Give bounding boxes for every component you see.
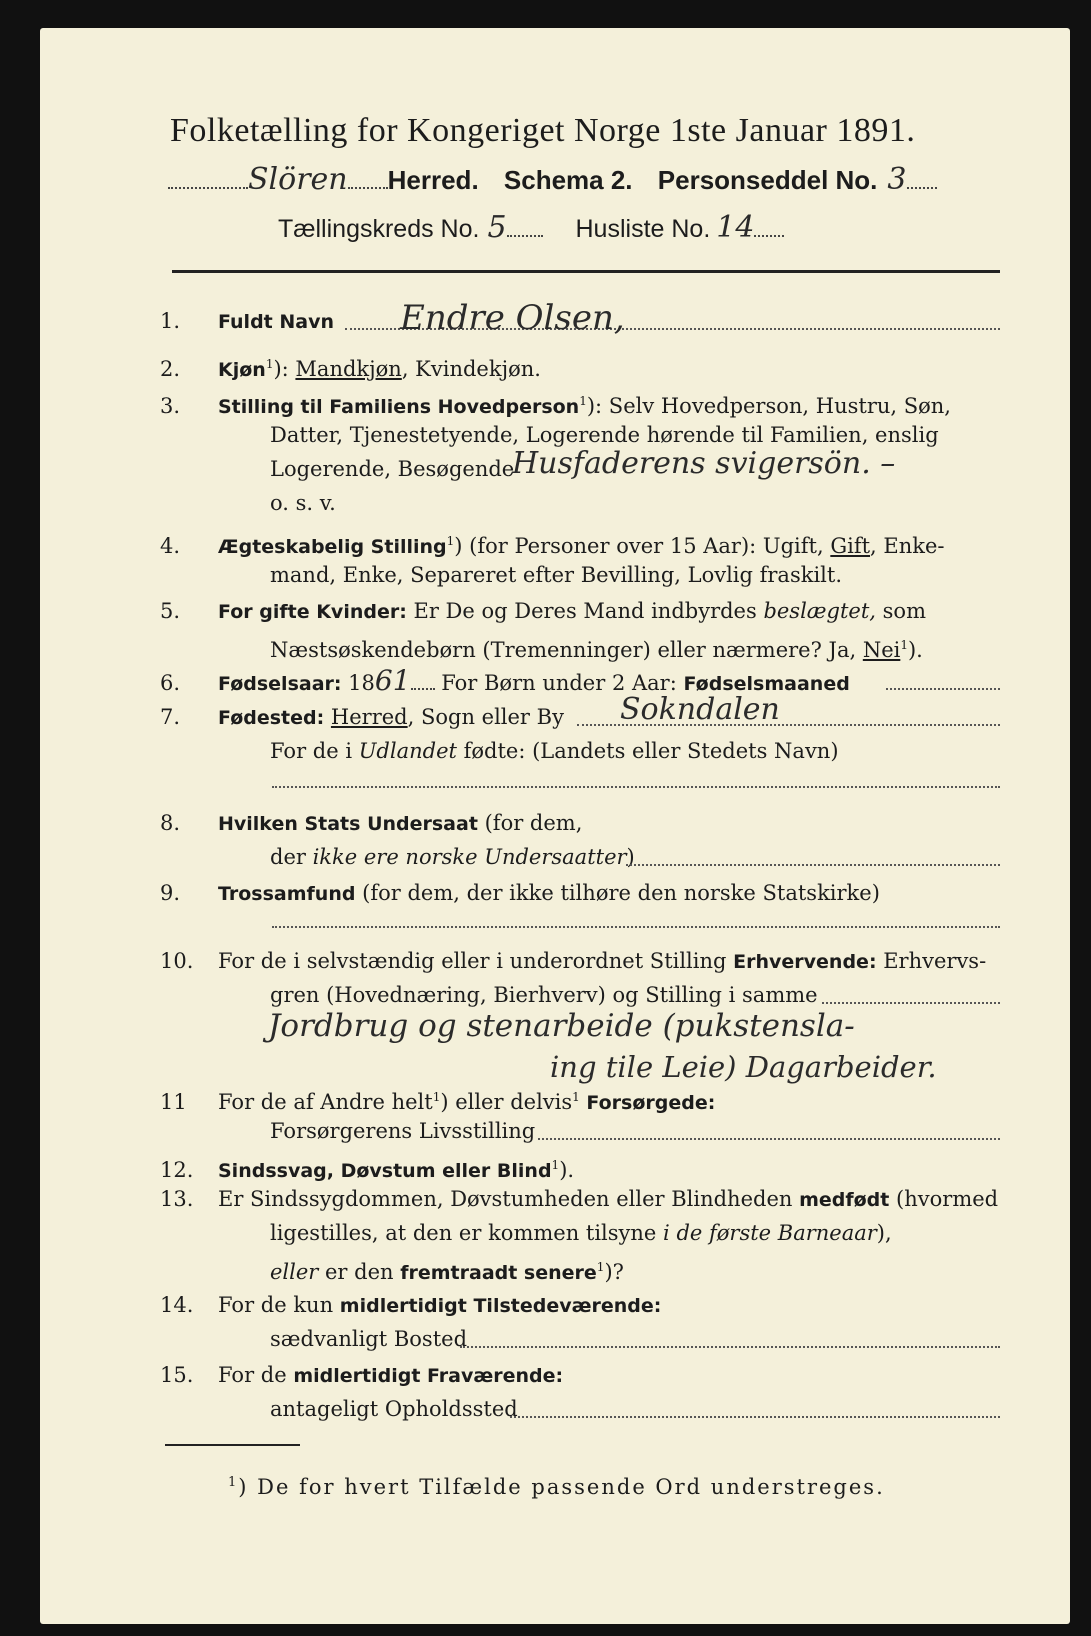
q15-line2: antageligt Opholdssted xyxy=(270,1397,518,1421)
q12-label: Sindssvag, Døvstum eller Blind xyxy=(218,1160,552,1182)
q15-number: 15. xyxy=(160,1363,194,1387)
q10-line2: gren (Hovednæring, Bierhverv) og Stilling i samme xyxy=(270,983,818,1007)
q15-label: midlertidigt Fraværende: xyxy=(293,1365,564,1387)
question-9 xyxy=(160,876,880,911)
husliste-label: Husliste No. xyxy=(575,215,711,243)
q13-line1-rest: Er Sindssygdommen, Døvstumheden eller Blindheden xyxy=(218,1187,800,1211)
q8-label-b: Undersaat xyxy=(367,813,478,835)
q14-line2: sædvanligt Bosted xyxy=(270,1327,468,1351)
q8-fill-line xyxy=(626,864,1000,866)
kreds-label: Tællingskreds No. xyxy=(278,215,480,243)
q11-number: 11 xyxy=(160,1090,187,1114)
q13-line3: eller er den fremtraadt senere$^1$)? xyxy=(270,1260,624,1284)
q12-rest: ). xyxy=(559,1158,575,1182)
q2-rest: ): xyxy=(273,357,296,381)
q7-udlandet: Udlandet xyxy=(358,739,457,763)
q11-rest1b: ) eller delvis xyxy=(440,1090,573,1114)
q8-line2 xyxy=(270,840,635,874)
question-11: 11 For de af Andre helt$^1$) eller delvis$^1$ Forsørgede: xyxy=(160,1080,715,1120)
footnote-rule xyxy=(165,1444,300,1446)
q5-option-nei: Nei xyxy=(862,638,901,662)
q9-blank-line xyxy=(272,926,1000,928)
q7-number: 7. xyxy=(160,705,181,729)
q6-year-prefix: 18 xyxy=(341,671,375,695)
q13-line3a: eller xyxy=(270,1260,319,1284)
q13-number: 13. xyxy=(160,1187,194,1211)
q6-label2: Fødselsmaaned xyxy=(683,673,850,695)
q13-line3b: er den xyxy=(318,1260,401,1284)
q14-label: midlertidigt Tilstedeværende: xyxy=(339,1295,662,1317)
q13-line2b: ), xyxy=(876,1221,892,1245)
q9-number: 9. xyxy=(160,881,181,905)
q1-label: Fuldt Navn xyxy=(218,311,335,333)
question-14 xyxy=(160,1288,661,1323)
q4-number: 4. xyxy=(160,534,181,558)
q10-label: Erhvervende: xyxy=(733,951,877,973)
q3-value: Husfaderens svigersön. – xyxy=(512,446,896,481)
q10-fill-line xyxy=(822,1002,1000,1004)
q4-line1-rest: ) (for Personer over 15 Aar): Ugift, xyxy=(454,534,831,558)
kreds-value: 5 xyxy=(487,210,507,245)
q5-italic: beslægtet, xyxy=(763,599,876,623)
q7-line2 xyxy=(270,734,839,768)
question-13 xyxy=(160,1182,998,1217)
q7-label: Fødested: xyxy=(218,707,325,729)
question-5 xyxy=(160,594,926,629)
q8-line2a: der xyxy=(270,845,313,869)
q6-fill-line xyxy=(886,688,1000,690)
q13-italic: i de første Barneaar xyxy=(663,1221,877,1245)
q7-line2b: fødte: (Landets eller Stedets Navn) xyxy=(456,739,839,763)
question-8 xyxy=(160,806,582,841)
husliste-value: 14 xyxy=(716,210,755,245)
schema-label: Schema 2. xyxy=(503,165,633,195)
q3-line4: o. s. v. xyxy=(270,491,336,515)
q3-label: Stilling til Familiens Hovedperson xyxy=(218,396,580,418)
header-rule xyxy=(172,270,1000,273)
footnote xyxy=(228,1475,885,1499)
q7-blank-line xyxy=(272,786,1000,788)
q1-number: 1. xyxy=(160,309,181,333)
q5-line2: Næstsøskendebørn (Tremenninger) eller nærmere? Ja, Nei$^1$). xyxy=(270,638,923,662)
q13-line1-end: (hvormed xyxy=(889,1187,999,1211)
q13-line2 xyxy=(270,1216,892,1250)
q11-line2: Forsørgerens Livsstilling xyxy=(270,1119,536,1143)
q10-value-line2: ing tile Leie) Dagarbeider. xyxy=(550,1050,937,1084)
q9-rest: (for dem, der ikke tilhøre den norske Statskirke) xyxy=(355,881,880,905)
header-line-herred xyxy=(168,162,998,202)
q13-line2a: ligestilles, at den er kommen tilsyne xyxy=(270,1221,664,1245)
q11-label: Forsørgede: xyxy=(579,1092,716,1114)
q3-line2: Datter, Tjenestetyende, Logerende hørende til Familien, enslig xyxy=(270,423,939,447)
q5-number: 5. xyxy=(160,599,181,623)
q6-rest: For Børn under 2 Aar: xyxy=(434,671,684,695)
q3-line3: Logerende, Besøgende xyxy=(270,457,515,481)
q10-line1-end: Erhvervs- xyxy=(876,949,987,973)
q8-line2b: ) xyxy=(626,845,635,869)
q4-line2: mand, Enke, Separeret efter Bevilling, Lovlig fraskilt. xyxy=(270,563,843,587)
q11-rest1: For de af Andre helt xyxy=(218,1090,433,1114)
form-title: Folketælling for Kongeriget Norge 1ste Januar 1891. xyxy=(170,112,916,149)
q7-value: Sokndalen xyxy=(620,692,780,727)
q7-option-herred: Herred xyxy=(330,705,408,729)
q13-label3: fremtraadt senere xyxy=(400,1262,597,1284)
q13-label: medfødt xyxy=(799,1189,890,1211)
q7-rest: , Sogn eller By xyxy=(407,705,564,729)
q15-fill-line xyxy=(510,1416,1000,1418)
q8-italic: ikke ere norske Undersaatter xyxy=(312,845,627,869)
q6-label: Fødselsaar: xyxy=(218,673,342,695)
q3-number: 3. xyxy=(160,394,181,418)
q9-label: Trossamfund xyxy=(218,883,356,905)
q15-rest1: For de xyxy=(218,1363,294,1387)
q8-rest: (for dem, xyxy=(477,811,583,835)
q1-name-value: Endre Olsen, xyxy=(400,298,625,338)
header-line-kreds xyxy=(278,210,938,246)
q4-label: Ægteskabelig Stilling xyxy=(218,536,447,558)
question-15 xyxy=(160,1358,563,1393)
q2-sup: 1 xyxy=(265,357,274,371)
q13-line3c: )? xyxy=(604,1260,624,1284)
question-4: 4. Ægteskabelig Stilling$^1$) (for Personer over 15 Aar): Ugift, Gift, Enke- xyxy=(160,524,945,564)
q11-fill-line xyxy=(538,1138,1000,1140)
q10-number: 10. xyxy=(160,949,194,973)
question-3: 3. Stilling til Familiens Hovedperson$^1$): Selv Hovedperson, Hustru, Søn, xyxy=(160,384,951,424)
q14-fill-line xyxy=(460,1346,1000,1348)
q10-value-line1: Jordbrug og stenarbeide (pukstensla- xyxy=(268,1008,855,1044)
q12-number: 12. xyxy=(160,1158,194,1182)
question-10 xyxy=(160,944,986,979)
personseddel-value: 3 xyxy=(887,162,907,197)
q5-line1-end: som xyxy=(875,599,926,623)
q2-number: 2. xyxy=(160,357,181,381)
q6-year-value: 61 xyxy=(374,664,411,697)
q5-label: For gifte Kvinder: xyxy=(218,601,407,623)
q4-option-gift: Gift xyxy=(830,534,871,558)
q2-label: Kjøn xyxy=(218,359,266,381)
herred-value: Slören xyxy=(248,162,348,197)
q4-line1-end: , Enke- xyxy=(870,534,945,558)
q8-label: Hvilken Stats xyxy=(218,813,368,835)
q2-option-mandkjon: Mandkjøn xyxy=(295,357,402,381)
q5-line1-rest: Er De og Deres Mand indbyrdes xyxy=(406,599,764,623)
question-12: 12. Sindssvag, Døvstum eller Blind$^1$). xyxy=(160,1148,574,1188)
q5-line2a: Næstsøskendebørn (Tremenninger) eller nærmere? Ja, xyxy=(270,638,863,662)
footnote-sup: 1 xyxy=(228,1475,239,1490)
footnote-text: ) De for hvert Tilfælde passende Ord understreges. xyxy=(238,1475,885,1499)
q14-rest1: For de kun xyxy=(218,1293,340,1317)
q8-number: 8. xyxy=(160,811,181,835)
q7-line2a: For de i xyxy=(270,739,359,763)
herred-label: Herred. xyxy=(387,165,479,195)
question-7 xyxy=(160,700,564,735)
q2-option-kvindekjon: , Kvindekjøn. xyxy=(401,357,541,381)
personseddel-label: Personseddel No. xyxy=(657,165,878,195)
q6-number: 6. xyxy=(160,671,181,695)
q10-line1-rest: For de i selvstændig eller i underordnet Stilling xyxy=(218,949,734,973)
q5-line2b: ). xyxy=(907,638,923,662)
q14-number: 14. xyxy=(160,1293,194,1317)
q3-line1-rest: ): Selv Hovedperson, Hustru, Søn, xyxy=(586,394,951,418)
question-2 xyxy=(160,347,541,387)
question-1 xyxy=(160,304,334,339)
